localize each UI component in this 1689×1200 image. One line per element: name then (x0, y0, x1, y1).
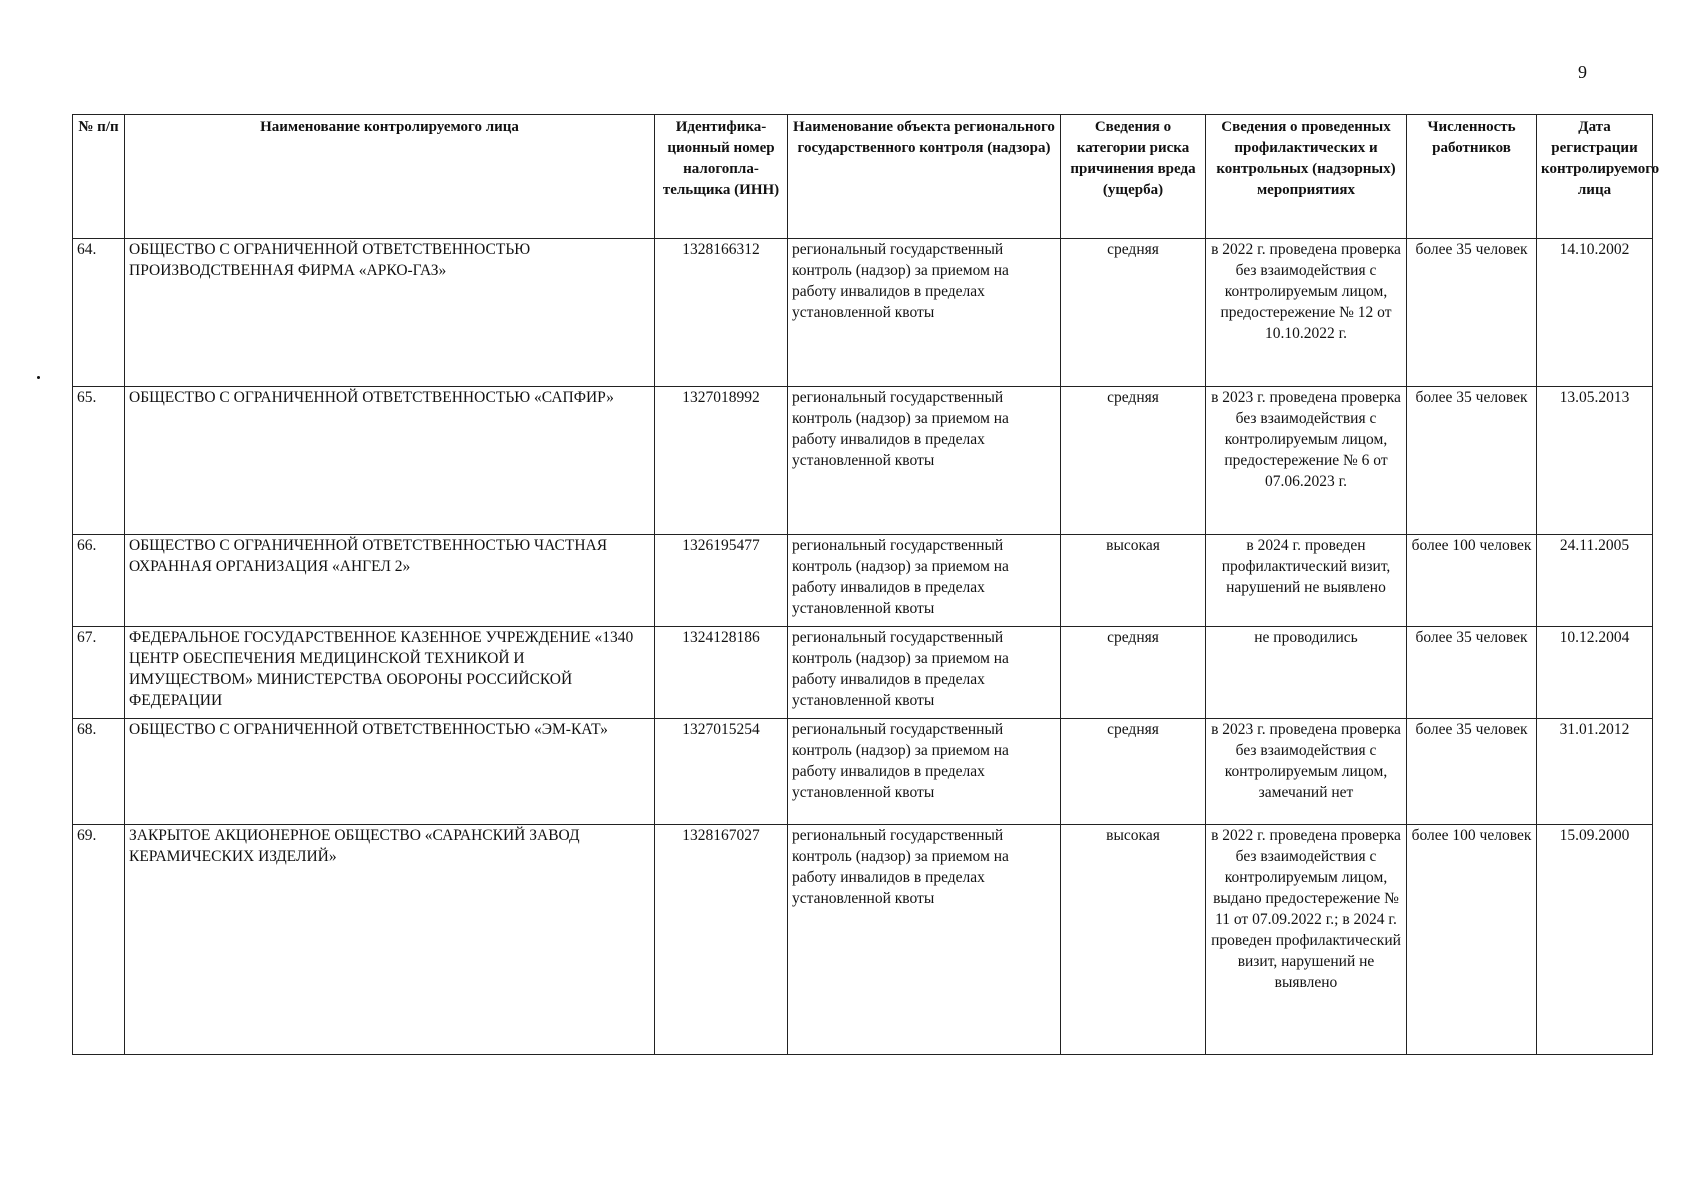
header-events: Сведения о проведенных профилактических и контрольных (надзорных) мероприятиях (1206, 115, 1407, 239)
cell-staff: более 35 человек (1407, 719, 1537, 825)
cell-name: ОБЩЕСТВО С ОГРАНИЧЕННОЙ ОТВЕТСТВЕННОСТЬЮ ПРОИЗВОДСТВЕННАЯ ФИРМА «АРКО-ГАЗ» (125, 239, 655, 387)
cell-object: региональный государственный контроль (надзор) за приемом на работу инвалидов в пределах установленной квоты (788, 627, 1061, 719)
header-num: № п/п (73, 115, 125, 239)
cell-num: 66. (73, 535, 125, 627)
cell-num: 68. (73, 719, 125, 825)
cell-staff: более 35 человек (1407, 239, 1537, 387)
cell-num: 69. (73, 825, 125, 1055)
cell-name: ОБЩЕСТВО С ОГРАНИЧЕННОЙ ОТВЕТСТВЕННОСТЬЮ ЧАСТНАЯ ОХРАННАЯ ОРГАНИЗАЦИЯ «АНГЕЛ 2» (125, 535, 655, 627)
cell-events: не проводились (1206, 627, 1407, 719)
header-row (73, 115, 1653, 239)
cell-object: региональный государственный контроль (надзор) за приемом на работу инвалидов в пределах установленной квоты (788, 719, 1061, 825)
cell-events: в 2023 г. проведена проверка без взаимодействия с контролируемым лицом, предостережение № 6 от 07.06.2023 г. (1206, 387, 1407, 535)
cell-date: 24.11.2005 (1537, 535, 1653, 627)
cell-inn: 1327015254 (655, 719, 788, 825)
cell-staff: более 100 человек (1407, 825, 1537, 1055)
cell-date: 13.05.2013 (1537, 387, 1653, 535)
page-number: 9 (1578, 62, 1587, 82)
cell-inn: 1326195477 (655, 535, 788, 627)
cell-inn: 1328167027 (655, 825, 788, 1055)
cell-name: ЗАКРЫТОЕ АКЦИОНЕРНОЕ ОБЩЕСТВО «САРАНСКИЙ ЗАВОД КЕРАМИЧЕСКИХ ИЗДЕЛИЙ» (125, 825, 655, 1055)
table-row (73, 387, 1653, 535)
cell-risk: средняя (1061, 239, 1206, 387)
header-object: Наименование объекта регионального государственного контроля (надзора) (788, 115, 1061, 239)
cell-name: ОБЩЕСТВО С ОГРАНИЧЕННОЙ ОТВЕТСТВЕННОСТЬЮ «ЭМ-КАТ» (125, 719, 655, 825)
cell-risk: средняя (1061, 387, 1206, 535)
table-row (73, 719, 1653, 825)
cell-object: региональный государственный контроль (надзор) за приемом на работу инвалидов в пределах установленной квоты (788, 239, 1061, 387)
cell-name: ФЕДЕРАЛЬНОЕ ГОСУДАРСТВЕННОЕ КАЗЕННОЕ УЧРЕЖДЕНИЕ «1340 ЦЕНТР ОБЕСПЕЧЕНИЯ МЕДИЦИНСКОЙ ТЕХНИКОЙ И ИМУЩЕСТВОМ» МИНИСТЕРСТВА ОБОРОНЫ РОССИЙСКОЙ ФЕДЕРАЦИИ (125, 627, 655, 719)
cell-events: в 2022 г. проведена проверка без взаимодействия с контролируемым лицом, выдано предостережение № 11 от 07.09.2022 г.; в 2024 г. проведен профилактический визит, нарушений не выявлено (1206, 825, 1407, 1055)
cell-object: региональный государственный контроль (надзор) за приемом на работу инвалидов в пределах установленной квоты (788, 535, 1061, 627)
cell-inn: 1327018992 (655, 387, 788, 535)
cell-events: в 2023 г. проведена проверка без взаимодействия с контролируемым лицом, замечаний нет (1206, 719, 1407, 825)
cell-inn: 1328166312 (655, 239, 788, 387)
cell-num: 65. (73, 387, 125, 535)
cell-name: ОБЩЕСТВО С ОГРАНИЧЕННОЙ ОТВЕТСТВЕННОСТЬЮ «САПФИР» (125, 387, 655, 535)
cell-events: в 2024 г. проведен профилактический визит, нарушений не выявлено (1206, 535, 1407, 627)
cell-risk: средняя (1061, 719, 1206, 825)
cell-num: 67. (73, 627, 125, 719)
table-row (73, 627, 1653, 719)
table-row (73, 239, 1653, 387)
cell-risk: высокая (1061, 535, 1206, 627)
margin-dot (37, 376, 40, 379)
cell-date: 10.12.2004 (1537, 627, 1653, 719)
cell-staff: более 35 человек (1407, 387, 1537, 535)
cell-num: 64. (73, 239, 125, 387)
cell-date: 14.10.2002 (1537, 239, 1653, 387)
cell-risk: высокая (1061, 825, 1206, 1055)
header-date: Дата регистрации контролируемого лица (1537, 115, 1653, 239)
cell-events: в 2022 г. проведена проверка без взаимодействия с контролируемым лицом, предостережение № 12 от 10.10.2022 г. (1206, 239, 1407, 387)
cell-inn: 1324128186 (655, 627, 788, 719)
header-staff: Численность работников (1407, 115, 1537, 239)
cell-object: региональный государственный контроль (надзор) за приемом на работу инвалидов в пределах установленной квоты (788, 825, 1061, 1055)
cell-staff: более 35 человек (1407, 627, 1537, 719)
table-row (73, 535, 1653, 627)
header-risk: Сведения о категории риска причинения вреда (ущерба) (1061, 115, 1206, 239)
cell-date: 31.01.2012 (1537, 719, 1653, 825)
cell-staff: более 100 человек (1407, 535, 1537, 627)
cell-object: региональный государственный контроль (надзор) за приемом на работу инвалидов в пределах установленной квоты (788, 387, 1061, 535)
cell-risk: средняя (1061, 627, 1206, 719)
registry-table (72, 114, 1660, 1055)
header-inn: Идентифика-ционный номер налогопла-тельщика (ИНН) (655, 115, 788, 239)
header-name: Наименование контролируемого лица (125, 115, 655, 239)
cell-date: 15.09.2000 (1537, 825, 1653, 1055)
table-row (73, 825, 1653, 1055)
